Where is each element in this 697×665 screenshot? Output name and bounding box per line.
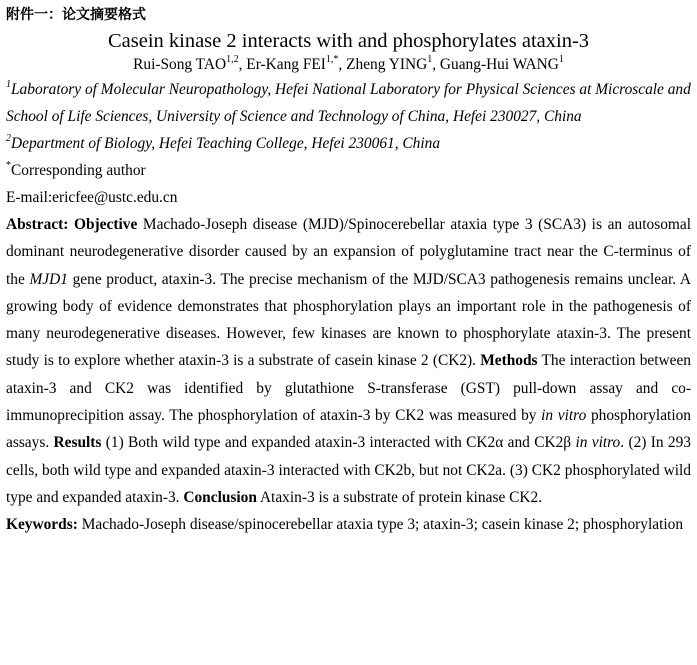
affiliation-1-mark: 1 [6,78,11,90]
author-separator: , [338,56,347,73]
email: E-mail:ericfee@ustc.edu.cn [6,189,178,206]
author-affiliation-mark: 1,* [325,53,339,65]
author-name: Rui-Song TAO [133,56,227,73]
objective-label: Objective [74,216,138,233]
affiliation-2-text: Department of Biology, Hefei Teaching College, Hefei 230061, China [11,135,441,152]
author-name: Er-Kang FEI [246,56,326,73]
methods-text-b: phosphorylation assays. [6,407,691,452]
methods-label: Methods [480,352,538,370]
methods-in-vitro: in vitro [541,407,587,425]
conclusion-text: Ataxin-3 is a substrate of protein kinase CK2. [259,488,543,506]
author-affiliation-mark: 1 [427,53,433,65]
objective-text-a: Machado-Joseph disease (MJD)/Spinocerebellar ataxia type 3 (SCA3) is an autosomal dominant neurodegenerative disorder caused by an expansion of polyglutamine tract near the C-terminus of the [6,216,691,288]
keywords-text: Machado-Joseph disease/spinocerebellar ataxia type 3; ataxin-3; casein kinase 2; phosphorylation [81,516,684,534]
keywords-label: Keywords: [6,516,78,534]
author-affiliation-mark: 1,2 [226,53,239,65]
keywords-paragraph [6,511,691,538]
objective-text-b: gene product, ataxin-3. The precise mechanism of the MJD/SCA3 pathogenesis remains unclear. A growing body of evidence demonstrates that phosphorylation plays an important role in the pathogenesis of many neurodegenerative diseases. However, few kinases are known to phosphorylate ataxin-3. The present study is to explore whether ataxin-3 is a substrate of casein kinase 2 (CK2). [6,270,691,370]
attachment-label: 附件一：论文摘要格式 [6,7,146,23]
corresponding-author [6,157,691,184]
abstract-paragraph [6,211,691,511]
conclusion-label: Conclusion [183,488,257,506]
author-affiliation-mark: 1 [558,53,564,65]
affiliation-1 [6,76,691,130]
abstract-label: Abstract: [6,216,69,233]
author-name: Zheng YING [346,56,428,73]
corresponding-mark: * [6,159,11,171]
author-separator: , [432,56,440,73]
results-label: Results [53,434,102,452]
gene-name: MJD1 [29,270,68,288]
results-text-a: (1) Both wild type and expanded ataxin-3 interacted with CK2α and CK2β [105,434,572,452]
results-in-vitro: in vitro [575,434,621,452]
affiliation-2 [6,130,691,157]
paper-title: Casein kinase 2 interacts with and phosphorylates ataxin-3 [107,30,590,52]
affiliation-2-mark: 2 [6,132,11,144]
author-separator: , [238,56,247,73]
corresponding-text: Corresponding author [11,162,146,179]
author-name: Guang-Hui WANG [439,56,559,73]
methods-text-a: The interaction between ataxin-3 and CK2 was identified by glutathione S-transferase (GST) pull-down assay and co-immunoprecipition assay. The phosphorylation of ataxin-3 by CK2 was measured by [6,352,691,425]
results-text-b: . (2) In 293 cells, both wild type and expanded ataxin-3 interacted with CK2b, but not CK2a. (3) CK2 phosphorylated wild type and expanded ataxin-3. [6,434,691,506]
affiliation-1-text: Laboratory of Molecular Neuropathology, Hefei National Laboratory for Physical Sciences at Microscale and School of Life Sciences, University of Science and Technology of China, Hefei 230027, China [6,81,691,125]
author-list [6,54,691,76]
